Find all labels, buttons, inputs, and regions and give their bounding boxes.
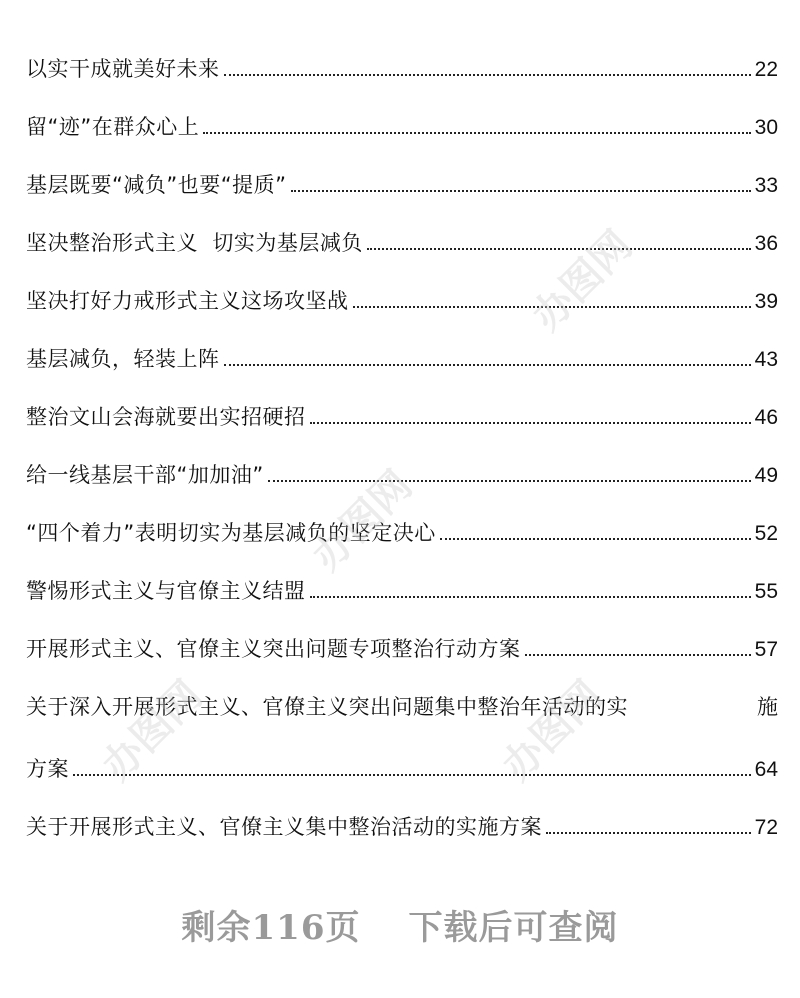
toc-entry-page: 30 bbox=[754, 116, 778, 139]
toc-entry-page: 39 bbox=[754, 290, 778, 313]
toc-entry-title-tail: 施 bbox=[757, 695, 778, 719]
toc-entry[interactable] bbox=[26, 602, 778, 660]
toc-entry-page: 72 bbox=[754, 816, 778, 839]
toc-entry[interactable] bbox=[26, 428, 778, 486]
dot-leader bbox=[353, 306, 751, 308]
toc-entry-line1 bbox=[26, 660, 778, 718]
toc-entry[interactable] bbox=[26, 80, 778, 138]
toc-entry-page: 22 bbox=[754, 58, 778, 81]
dot-leader bbox=[291, 190, 751, 192]
watermark: 办图网 bbox=[93, 672, 212, 790]
toc-entry-title: “四个着力”表明切实为基层减负的坚定决心 bbox=[26, 521, 436, 545]
toc-entry-page: 36 bbox=[754, 232, 778, 255]
dot-leader bbox=[440, 538, 751, 540]
toc-entry[interactable] bbox=[26, 370, 778, 428]
toc-entry-page: 57 bbox=[754, 638, 778, 661]
toc-entry-page: 43 bbox=[754, 348, 778, 371]
toc-entry-title: 留“迹”在群众心上 bbox=[26, 115, 200, 139]
watermark: 办图网 bbox=[493, 672, 612, 790]
toc-entry[interactable] bbox=[26, 254, 778, 312]
remaining-pages-notice bbox=[0, 900, 800, 949]
toc-entry-title-continued: 方案 bbox=[26, 757, 69, 781]
dot-leader bbox=[224, 74, 751, 76]
toc-entry[interactable] bbox=[26, 196, 778, 254]
toc-entry-title: 警惕形式主义与官僚主义结盟 bbox=[26, 579, 306, 603]
dot-leader bbox=[546, 832, 751, 834]
toc-entry[interactable] bbox=[26, 780, 778, 838]
dot-leader bbox=[310, 422, 751, 424]
toc-entry-page: 55 bbox=[754, 580, 778, 603]
toc-entry[interactable] bbox=[26, 544, 778, 602]
toc-entry-title: 关于开展形式主义、官僚主义集中整治活动的实施方案 bbox=[26, 815, 542, 839]
dot-leader bbox=[203, 132, 750, 134]
toc-entry-title: 开展形式主义、官僚主义突出问题专项整治行动方案 bbox=[26, 637, 521, 661]
toc-entry-page: 49 bbox=[754, 464, 778, 487]
toc-entry[interactable] bbox=[26, 22, 778, 80]
dot-leader bbox=[224, 364, 751, 366]
toc-entry-page: 52 bbox=[754, 522, 778, 545]
watermark: 办图网 bbox=[523, 222, 642, 340]
toc-entry-title: 关于深入开展形式主义、官僚主义突出问题集中整治年活动的实 bbox=[26, 695, 628, 719]
remaining-pages-count: 剩余116页 bbox=[181, 908, 361, 948]
toc-entry[interactable] bbox=[26, 486, 778, 544]
dot-leader bbox=[73, 774, 751, 776]
toc-entry-title: 以实干成就美好未来 bbox=[26, 57, 220, 81]
toc-entry-title: 基层减负，轻装上阵 bbox=[26, 347, 220, 371]
toc-entry-title: 基层既要“减负”也要“提质” bbox=[26, 173, 287, 197]
toc-entry[interactable] bbox=[26, 312, 778, 370]
toc-entry-title: 坚决打好力戒形式主义这场攻坚战 bbox=[26, 289, 349, 313]
toc-entry-title: 给一线基层干部“加加油” bbox=[26, 463, 264, 487]
dot-leader bbox=[310, 596, 751, 598]
toc-entry-page: 46 bbox=[754, 406, 778, 429]
toc-entry-line2 bbox=[26, 718, 778, 780]
dot-leader bbox=[367, 248, 751, 250]
toc-entry-page: 64 bbox=[754, 758, 778, 781]
download-to-view-text: 下载后可查阅 bbox=[408, 908, 619, 948]
table-of-contents bbox=[26, 22, 778, 838]
toc-entry-title: 整治文山会海就要出实招硬招 bbox=[26, 405, 306, 429]
dot-leader bbox=[525, 654, 751, 656]
toc-entry-wrapped[interactable] bbox=[26, 660, 778, 780]
toc-entry-page: 33 bbox=[754, 174, 778, 197]
toc-entry-title: 坚决整治形式主义 切实为基层减负 bbox=[26, 231, 363, 255]
dot-leader bbox=[268, 480, 751, 482]
toc-entry[interactable] bbox=[26, 138, 778, 196]
watermark: 办图网 bbox=[303, 462, 422, 580]
